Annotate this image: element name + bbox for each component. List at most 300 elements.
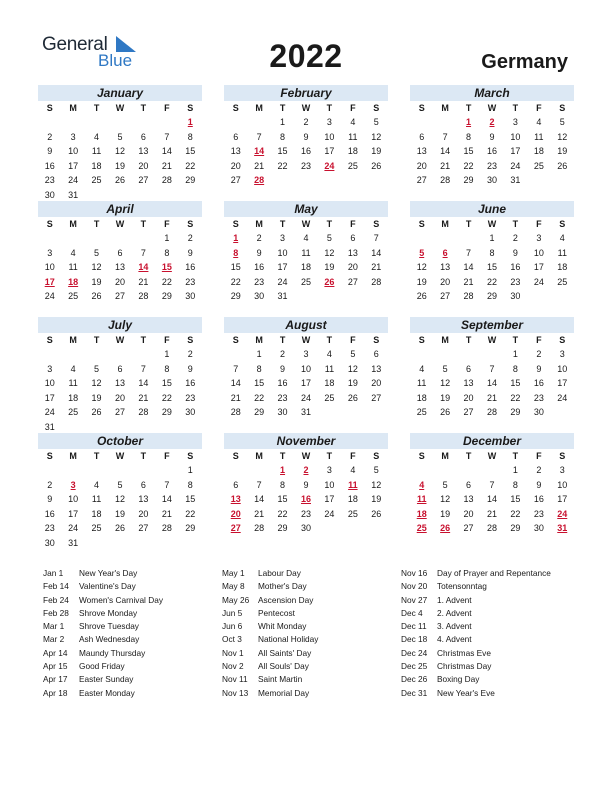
day: 31 <box>277 291 288 301</box>
day: 20 <box>114 276 125 287</box>
day: 22 <box>185 160 196 171</box>
day: 2 <box>256 233 262 243</box>
empty-day <box>341 405 364 420</box>
empty-day <box>294 289 317 304</box>
day: 14 <box>161 494 172 504</box>
day: 30 <box>277 407 288 417</box>
day: 24 <box>533 276 544 287</box>
holiday-name: Day of Prayer and Repentance <box>437 568 551 578</box>
holiday-entry <box>43 580 163 593</box>
day: 4 <box>70 247 76 258</box>
holiday-entry <box>43 607 163 620</box>
weekday-label: W <box>301 451 311 461</box>
week-row <box>224 246 388 261</box>
holiday-date: Apr 14 <box>43 647 68 658</box>
day: 21 <box>440 160 451 171</box>
holiday-entry <box>401 607 551 620</box>
day: 27 <box>416 175 427 185</box>
month-name: July <box>38 317 202 333</box>
day: 29 <box>486 291 497 301</box>
weekday-label: W <box>487 451 497 461</box>
day: 12 <box>371 131 382 142</box>
month-name: April <box>38 201 202 217</box>
day: 2 <box>47 479 53 490</box>
holiday-day: 11 <box>348 479 358 490</box>
weekday-header <box>38 449 202 463</box>
empty-day <box>61 420 84 435</box>
day: 16 <box>44 160 55 171</box>
day: 7 <box>140 363 146 374</box>
empty-day <box>480 347 503 362</box>
holiday-name: Boxing Day <box>437 674 480 685</box>
empty-day <box>457 231 480 246</box>
holiday-name: All Saints' Day <box>258 647 312 658</box>
week-row <box>410 231 574 246</box>
weekday-header <box>38 101 202 115</box>
weekday-label: S <box>232 451 239 461</box>
empty-day <box>85 231 108 246</box>
day: 2 <box>512 233 518 243</box>
day: 25 <box>416 407 427 417</box>
week-row <box>38 115 202 130</box>
weekday-label: T <box>326 451 333 461</box>
holiday-date: Jan 1 <box>43 568 64 578</box>
week-row <box>410 347 574 362</box>
empty-day <box>38 115 61 130</box>
day: 7 <box>373 233 379 243</box>
day: 7 <box>256 479 262 490</box>
month-name: September <box>410 317 574 333</box>
holiday-entry <box>43 673 163 686</box>
holiday-entry <box>401 660 551 673</box>
weekday-label: F <box>536 103 542 113</box>
day: 31 <box>510 175 521 185</box>
empty-day <box>551 289 574 304</box>
weekday-label: W <box>487 103 497 113</box>
holiday-day: 18 <box>416 508 427 519</box>
holiday-name: Whit Monday <box>258 621 307 632</box>
weekday-label: T <box>279 219 286 229</box>
empty-day <box>108 420 131 435</box>
day: 25 <box>557 276 568 287</box>
day: 2 <box>187 349 193 359</box>
holiday-date: Nov 27 <box>401 594 428 605</box>
week-row <box>38 478 202 493</box>
day: 24 <box>44 291 55 301</box>
week-row <box>38 347 202 362</box>
day: 23 <box>533 392 544 403</box>
day: 19 <box>91 276 102 287</box>
day: 24 <box>300 392 311 403</box>
day: 20 <box>114 392 125 403</box>
empty-day <box>433 347 456 362</box>
holiday-name: Easter Monday <box>79 687 135 698</box>
weekday-label: M <box>69 335 77 345</box>
day: 22 <box>254 392 265 403</box>
empty-day <box>38 231 61 246</box>
day: 29 <box>185 175 196 185</box>
weekday-header <box>38 217 202 231</box>
day: 5 <box>117 131 123 142</box>
day: 15 <box>510 378 521 388</box>
empty-day <box>108 347 131 362</box>
holiday-entry <box>43 647 163 660</box>
day: 22 <box>486 276 497 287</box>
day: 11 <box>417 378 427 388</box>
month-name: January <box>38 85 202 101</box>
day: 17 <box>510 146 521 156</box>
day: 22 <box>277 508 288 519</box>
week-row <box>410 144 574 159</box>
day: 9 <box>47 146 53 156</box>
day: 7 <box>164 479 170 490</box>
holiday-name: Labour Day <box>258 568 301 578</box>
month-december <box>410 433 574 536</box>
weekday-label: W <box>487 219 497 229</box>
holiday-entry <box>43 687 163 700</box>
day: 12 <box>440 378 451 388</box>
week-row <box>224 521 388 536</box>
day: 15 <box>185 146 196 156</box>
day: 18 <box>300 262 311 272</box>
weekday-label: S <box>232 219 239 229</box>
day: 17 <box>324 146 335 156</box>
day: 4 <box>559 233 565 243</box>
holiday-date: Apr 18 <box>43 687 68 698</box>
weekday-label: T <box>93 335 100 345</box>
day: 13 <box>230 146 241 156</box>
holiday-entry <box>43 620 163 633</box>
holiday-day: 24 <box>324 160 335 171</box>
day: 12 <box>114 146 125 156</box>
day: 28 <box>440 175 451 185</box>
month-name: November <box>224 433 388 449</box>
day: 9 <box>303 479 309 490</box>
holiday-name: New Year's Eve <box>437 687 495 698</box>
day: 19 <box>347 378 358 388</box>
day: 4 <box>350 117 356 127</box>
empty-day <box>365 289 388 304</box>
day: 7 <box>164 131 170 142</box>
week-row <box>224 463 388 478</box>
month-march <box>410 85 574 188</box>
week-row <box>38 405 202 420</box>
holiday-day: 3 <box>70 479 76 490</box>
day: 28 <box>161 523 172 533</box>
holiday-day: 1 <box>466 117 472 127</box>
weekday-header <box>410 449 574 463</box>
day: 27 <box>463 523 474 533</box>
day: 10 <box>510 131 521 142</box>
holiday-date: Oct 3 <box>222 634 242 645</box>
day: 2 <box>536 465 542 475</box>
day: 1 <box>164 233 170 243</box>
day: 10 <box>277 247 288 258</box>
holiday-entry <box>401 647 551 660</box>
day: 6 <box>466 479 472 490</box>
week-row <box>224 362 388 377</box>
day: 1 <box>187 465 193 475</box>
day: 9 <box>187 247 193 258</box>
day: 21 <box>161 160 172 171</box>
weekday-label: S <box>373 103 380 113</box>
day: 11 <box>557 247 567 258</box>
week-row <box>224 159 388 174</box>
week-row <box>224 173 388 188</box>
empty-day <box>247 463 270 478</box>
day: 5 <box>559 117 565 127</box>
holiday-name: Women's Carnival Day <box>79 594 163 605</box>
day: 25 <box>91 175 102 185</box>
day: 8 <box>256 363 262 374</box>
week-row <box>38 188 202 203</box>
day: 28 <box>371 276 382 287</box>
day: 21 <box>371 262 382 272</box>
month-name: May <box>224 201 388 217</box>
holiday-name: Saint Martin <box>258 674 303 685</box>
holiday-date: Nov 11 <box>222 674 248 685</box>
week-row <box>38 536 202 551</box>
week-row <box>410 521 574 536</box>
month-name: August <box>224 317 388 333</box>
weekday-label: M <box>441 451 449 461</box>
empty-day <box>61 463 84 478</box>
day: 30 <box>510 291 521 301</box>
day: 14 <box>371 247 382 258</box>
day: 20 <box>440 276 451 287</box>
holiday-name: National Holiday <box>258 634 319 645</box>
empty-day <box>433 231 456 246</box>
week-row <box>410 246 574 261</box>
holiday-day: 1 <box>233 233 239 243</box>
day: 8 <box>187 131 193 142</box>
empty-day <box>132 188 155 203</box>
day: 9 <box>280 363 286 374</box>
day: 6 <box>350 233 356 243</box>
empty-day <box>155 115 178 130</box>
day: 23 <box>277 392 288 403</box>
week-row <box>38 376 202 391</box>
day: 16 <box>300 146 311 156</box>
empty-day <box>318 173 341 188</box>
month-name: March <box>410 85 574 101</box>
day: 10 <box>68 146 79 156</box>
empty-day <box>85 188 108 203</box>
day: 7 <box>489 363 495 374</box>
day: 11 <box>91 146 102 156</box>
day: 9 <box>256 247 262 258</box>
logo-text-blue: Blue <box>98 51 133 70</box>
holiday-entry <box>401 594 551 607</box>
holiday-day: 18 <box>68 276 79 287</box>
day: 29 <box>161 291 172 301</box>
day: 24 <box>68 175 79 185</box>
day: 5 <box>94 247 100 258</box>
month-february <box>224 85 388 188</box>
day: 13 <box>114 262 125 272</box>
week-row <box>38 260 202 275</box>
day: 7 <box>466 247 472 258</box>
day: 13 <box>416 146 427 156</box>
day: 1 <box>280 117 286 127</box>
week-row <box>410 492 574 507</box>
week-row <box>38 521 202 536</box>
day: 23 <box>300 160 311 171</box>
empty-day <box>132 231 155 246</box>
holiday-name: Shrove Monday <box>79 607 138 618</box>
day: 29 <box>185 523 196 533</box>
empty-day <box>155 420 178 435</box>
weekday-label: W <box>115 219 125 229</box>
week-row <box>410 159 574 174</box>
weekday-label: S <box>418 451 425 461</box>
day: 15 <box>463 146 474 156</box>
holiday-name: Easter Sunday <box>79 674 134 685</box>
holiday-day: 6 <box>442 247 448 258</box>
empty-day <box>155 188 178 203</box>
empty-day <box>527 173 550 188</box>
day: 27 <box>138 175 149 185</box>
holiday-day: 27 <box>230 523 241 533</box>
day: 29 <box>161 407 172 417</box>
day: 16 <box>510 262 521 272</box>
empty-day <box>155 536 178 551</box>
weekday-label: S <box>559 219 566 229</box>
weekday-header <box>38 333 202 347</box>
day: 20 <box>371 378 382 388</box>
weekday-label: F <box>536 219 542 229</box>
holiday-name: 3. Advent <box>437 621 472 632</box>
day: 20 <box>416 160 427 171</box>
empty-day <box>108 231 131 246</box>
day: 3 <box>70 131 76 142</box>
weekday-label: T <box>326 219 333 229</box>
day: 17 <box>68 160 79 171</box>
day: 11 <box>534 131 544 142</box>
day: 17 <box>557 494 568 504</box>
holiday-day: 25 <box>416 523 427 533</box>
day: 19 <box>324 262 335 272</box>
weekday-header <box>224 449 388 463</box>
holiday-column <box>43 567 163 700</box>
day: 8 <box>280 131 286 142</box>
holiday-name: Shrove Tuesday <box>79 621 139 632</box>
day: 24 <box>324 508 335 519</box>
holiday-entry <box>222 580 318 593</box>
day: 23 <box>44 523 55 533</box>
day: 13 <box>138 146 149 156</box>
day: 30 <box>533 407 544 417</box>
day: 10 <box>557 363 568 374</box>
holiday-date: May 8 <box>222 581 245 592</box>
holiday-date: Dec 26 <box>401 674 428 685</box>
day: 17 <box>68 508 79 519</box>
day: 27 <box>371 392 382 403</box>
day: 21 <box>463 276 474 287</box>
week-row <box>410 376 574 391</box>
holiday-entry <box>222 687 318 700</box>
day: 10 <box>324 479 335 490</box>
weekday-label: S <box>418 103 425 113</box>
weekday-label: S <box>46 335 53 345</box>
day: 28 <box>463 291 474 301</box>
day: 27 <box>347 276 358 287</box>
day: 28 <box>138 291 149 301</box>
empty-day <box>318 405 341 420</box>
day: 23 <box>533 508 544 519</box>
week-row <box>224 507 388 522</box>
week-row <box>410 507 574 522</box>
empty-day <box>85 420 108 435</box>
day: 27 <box>463 407 474 417</box>
holiday-date: Apr 15 <box>43 661 68 672</box>
day: 22 <box>277 160 288 171</box>
month-name: June <box>410 201 574 217</box>
weekday-label: T <box>140 451 147 461</box>
day: 26 <box>371 508 382 519</box>
empty-day <box>410 463 433 478</box>
holiday-name: Totensonntag <box>437 581 487 592</box>
week-row <box>38 507 202 522</box>
day: 3 <box>559 465 565 475</box>
weekday-label: T <box>512 335 519 345</box>
day: 3 <box>559 349 565 359</box>
weekday-label: F <box>536 451 542 461</box>
day: 23 <box>254 276 265 287</box>
day: 1 <box>164 349 170 359</box>
holiday-date: Feb 14 <box>43 581 69 592</box>
day: 15 <box>185 494 196 504</box>
holiday-entry <box>222 660 318 673</box>
day: 11 <box>301 247 311 258</box>
day: 23 <box>185 276 196 287</box>
day: 4 <box>419 363 425 374</box>
empty-day <box>410 115 433 130</box>
day: 9 <box>489 131 495 142</box>
weekday-label: M <box>255 451 263 461</box>
day: 4 <box>94 479 100 490</box>
day: 14 <box>440 146 451 156</box>
day: 15 <box>277 494 288 504</box>
weekday-label: S <box>232 103 239 113</box>
day: 25 <box>347 508 358 519</box>
week-row <box>38 492 202 507</box>
day: 12 <box>91 378 102 388</box>
day: 18 <box>557 262 568 272</box>
day: 25 <box>324 392 335 403</box>
month-name: October <box>38 433 202 449</box>
day: 17 <box>277 262 288 272</box>
weekday-label: T <box>279 335 286 345</box>
weekday-header <box>224 217 388 231</box>
weekday-label: F <box>164 335 170 345</box>
holiday-date: Nov 2 <box>222 661 244 672</box>
day: 1 <box>256 349 262 359</box>
day: 30 <box>254 291 265 301</box>
day: 18 <box>91 508 102 519</box>
day: 16 <box>254 262 265 272</box>
year-title: 2022 <box>269 38 343 74</box>
holiday-entry <box>222 620 318 633</box>
day: 19 <box>114 160 125 171</box>
day: 6 <box>233 479 239 490</box>
holiday-entry <box>222 633 318 646</box>
day: 25 <box>300 276 311 287</box>
day: 23 <box>185 392 196 403</box>
day: 22 <box>185 508 196 519</box>
empty-day <box>132 536 155 551</box>
weekday-label: F <box>164 451 170 461</box>
